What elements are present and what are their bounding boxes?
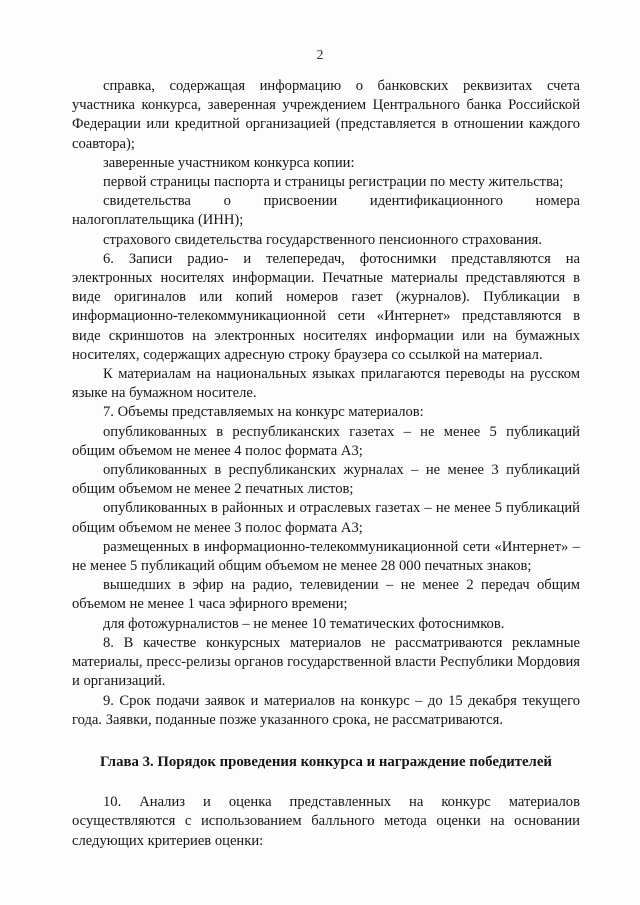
- paragraph-pension-insurance: страхового свидетельства государственного пенсионного страхования.: [103, 231, 542, 248]
- paragraph-item-9: 9. Срок подачи заявок и материалов на конкурс – до 15 декабря текущего года. Заявки, поданные позже указанного срока, не рассматриваются.: [72, 692, 580, 728]
- paragraph-item-7: 7. Объемы представляемых на конкурс материалов:: [103, 404, 424, 421]
- paragraph-photojournalists: для фотожурналистов – не менее 10 тематических фотоснимков.: [103, 615, 505, 632]
- paragraph-passport: первой страницы паспорта и страницы регистрации по месту жительства;: [103, 174, 564, 191]
- paragraph-inn: свидетельства о присвоении идентификационного номера налогоплательщика (ИНН);: [72, 193, 580, 229]
- paragraph-national-languages: К материалам на национальных языках прилагаются переводы на русском языке на бумажном носителе.: [72, 366, 580, 402]
- page-number: 2: [316, 48, 324, 63]
- paragraph-item-8: 8. В качестве конкурсных материалов не рассматриваются рекламные материалы, пресс-релизы органов государственной власти Республики Мордовия и организаций.: [72, 634, 580, 690]
- paragraph-broadcast: вышедших в эфир на радио, телевидении – не менее 2 передач общим объемом не менее 1 часа эфирного времени;: [72, 577, 580, 613]
- paragraph-internet: размещенных в информационно-телекоммуникационной сети «Интернет» – не менее 5 публикаций общим объемом не менее 28 000 печатных знаков;: [72, 538, 580, 575]
- paragraph-certified-copies: заверенные участником конкурса копии:: [103, 154, 355, 171]
- paragraph-republican-newspapers: опубликованных в республиканских газетах – не менее 5 публикаций общим объемом не менее 4 полос формата А3;: [72, 423, 580, 459]
- paragraph-district-newspapers: опубликованных в районных и отраслевых газетах – не менее 5 публикаций общим объемом не менее 3 полос формата А3;: [72, 500, 580, 536]
- paragraph-item-10: 10. Анализ и оценка представленных на конкурс материалов осуществляются с использованием балльного метода оценки на основании следующих критериев оценки:: [72, 794, 580, 849]
- paragraph-bank-details: справка, содержащая информацию о банковских реквизитах счета участника конкурса, заверенная учреждением Центрального банка Российской Федерации или кредитной организацией (представляется в отношении каждого соавтора);: [72, 78, 580, 152]
- paragraph-republican-magazines: опубликованных в республиканских журналах – не менее 3 публикаций общим объемом не менее 2 печатных листов;: [72, 462, 580, 498]
- paragraph-item-6: 6. Записи радио- и телепередач, фотоснимки представляются на электронных носителях информации. Печатные материалы представляются в виде оригиналов или копий номеров газет (журналов). Публикации в информационно-телекоммуникационной сети «Интернет» представляются в виде скриншотов на электронных носителях информации или на бумажных носителях, содержащих адресную строку браузера со ссылкой на материал.: [72, 250, 580, 363]
- chapter-heading: Глава 3. Порядок проведения конкурса и награждение победителей: [100, 753, 552, 770]
- document-body: [72, 77, 580, 851]
